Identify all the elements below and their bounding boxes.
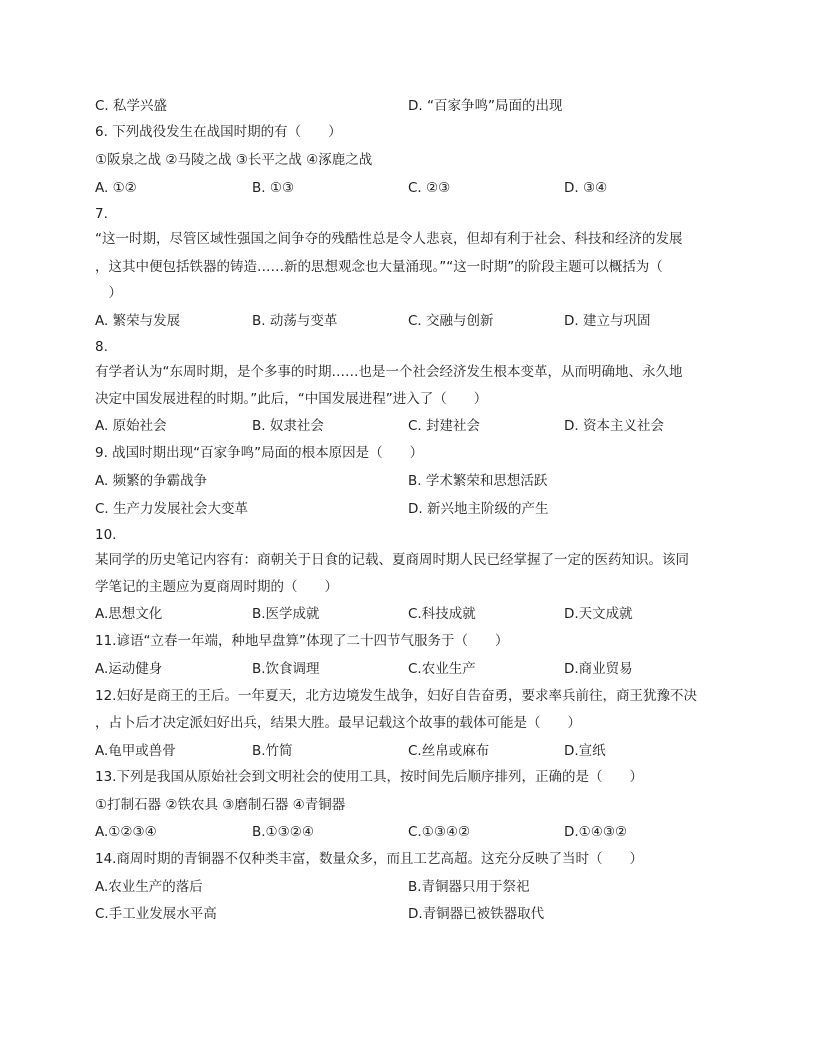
q5-option-c: C. 私学兴盛 [95, 98, 168, 114]
q9-option-d: D. 新兴地主阶级的产生 [408, 501, 549, 517]
q8-option-a: A. 原始社会 [95, 418, 167, 434]
q12-text-line2: ，占卜后才决定派妇好出兵，结果大胜。最早记载这个故事的载体可能是（ ） [95, 715, 581, 731]
q14-option-d: D.青铜器已被铁器取代 [408, 906, 545, 922]
q8-number: 8. [95, 339, 108, 355]
q7-option-d: D. 建立与巩固 [564, 313, 651, 329]
q7-option-b: B. 动荡与变革 [252, 313, 338, 329]
q13-items: ①打制石器 ②铁农具 ③磨制石器 ④青铜器 [95, 797, 346, 813]
q13-option-c: C.①③④② [408, 824, 471, 840]
q6-option-d: D. ③④ [564, 180, 608, 196]
q8-text-line2: 决定中国发展进程的时期。”此后，“中国发展进程”进入了（ ） [95, 391, 488, 407]
q12-option-c: C.丝帛或麻布 [408, 743, 490, 759]
q10-option-d: D.天文成就 [564, 606, 633, 622]
q7-text-line2: ，这其中便包括铁器的铸造……新的思想观念也大量涌现。”“这一时期”的阶段主题可以概括为（ [95, 259, 663, 275]
q12-option-b: B.竹简 [252, 743, 293, 759]
q6-items: ①阪泉之战 ②马陵之战 ③长平之战 ④涿鹿之战 [95, 152, 373, 168]
q14-option-a: A.农业生产的落后 [95, 879, 203, 895]
q11-option-c: C.农业生产 [408, 661, 476, 677]
q11-option-d: D.商业贸易 [564, 661, 633, 677]
q10-text-line2: 学笔记的主题应为夏商周时期的（ ） [95, 579, 338, 595]
q13-option-d: D.①④③② [564, 824, 628, 840]
q12-option-d: D.宣纸 [564, 743, 606, 759]
q7-number: 7. [95, 206, 108, 222]
q6-option-b: B. ①③ [252, 180, 295, 196]
q12-option-a: A.龟甲或兽骨 [95, 743, 176, 759]
q13-option-a: A.①②③④ [95, 824, 157, 840]
q7-option-c: C. 交融与创新 [408, 313, 494, 329]
q12-text-line1: 12.妇好是商王的王后。一年夏天，北方边境发生战争，妇好自告奋勇，要求率兵前往，商王犹豫不决 [95, 688, 697, 704]
q5-option-d: D. “百家争鸣”局面的出现 [408, 98, 563, 114]
q7-text-line3: ） [95, 285, 122, 301]
q11-option-a: A.运动健身 [95, 661, 163, 677]
q8-option-c: C. 封建社会 [408, 418, 481, 434]
q6-stem: 6. 下列战役发生在战国时期的有（ ） [95, 124, 342, 140]
q14-option-c: C.手工业发展水平高 [95, 906, 217, 922]
q6-option-a: A. ①② [95, 180, 137, 196]
q7-text-line1: “这一时期，尽管区域性强国之间争夺的残酷性总是令人悲哀，但却有利于社会、科技和经济的发展 [95, 231, 683, 247]
q10-option-c: C.科技成就 [408, 606, 476, 622]
q13-stem: 13.下列是我国从原始社会到文明社会的使用工具，按时间先后顺序排列，正确的是（ ） [95, 769, 643, 785]
q11-option-b: B.饮食调理 [252, 661, 320, 677]
q9-option-a: A. 频繁的争霸战争 [95, 473, 208, 489]
q8-text-line1: 有学者认为“东周时期，是个多事的时期……也是一个社会经济发生根本变革，从而明确地、永久地 [95, 364, 683, 380]
q14-stem: 14.商周时期的青铜器不仅种类丰富，数量众多，而且工艺高超。这充分反映了当时（ ） [95, 851, 643, 867]
q8-option-d: D. 资本主义社会 [564, 418, 664, 434]
q10-number: 10. [95, 527, 117, 543]
q8-option-b: B. 奴隶社会 [252, 418, 324, 434]
q13-option-b: B.①③②④ [252, 824, 314, 840]
q11-stem: 11.谚语“立春一年端，种地早盘算”体现了二十四节气服务于（ ） [95, 633, 509, 649]
q10-option-a: A.思想文化 [95, 606, 163, 622]
q7-option-a: A. 繁荣与发展 [95, 313, 181, 329]
q9-stem: 9. 战国时期出现“百家争鸣”局面的根本原因是（ ） [95, 445, 424, 461]
q14-option-b: B.青铜器只用于祭祀 [408, 879, 530, 895]
q10-text-line1: 某同学的历史笔记内容有：商朝关于日食的记载、夏商周时期人民已经掌握了一定的医药知识。该同 [95, 552, 689, 568]
q9-option-c: C. 生产力发展社会大变革 [95, 501, 249, 517]
q6-option-c: C. ②③ [408, 180, 451, 196]
q10-option-b: B.医学成就 [252, 606, 320, 622]
q9-option-b: B. 学术繁荣和思想活跃 [408, 473, 548, 489]
